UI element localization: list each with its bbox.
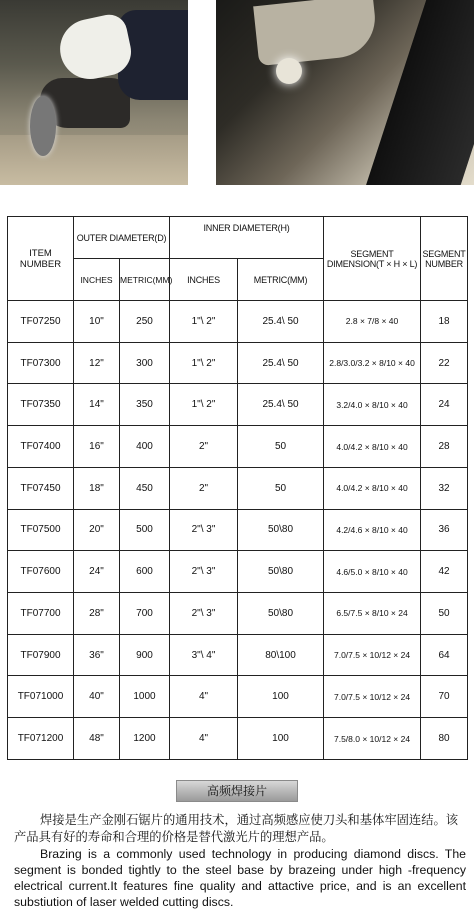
cutting-dust	[276, 58, 302, 84]
cell-item: TF07500	[8, 509, 74, 551]
cell-id-metric: 50\80	[238, 593, 324, 635]
cell-od-metric: 250	[120, 301, 170, 343]
cell-id-metric: 50	[238, 467, 324, 509]
cell-id-inches: 4"	[170, 718, 238, 760]
header-outer-inches: INCHES	[74, 259, 120, 301]
cell-od-inches: 20"	[74, 509, 120, 551]
header-segment-number: SEGMENT NUMBER	[421, 217, 468, 301]
saw-blade	[361, 0, 474, 185]
header-outer-diameter: OUTER DIAMETER(D)	[74, 217, 170, 259]
diamond-disc	[30, 96, 56, 156]
cell-id-metric: 100	[238, 676, 324, 718]
cell-od-inches: 12"	[74, 342, 120, 384]
cell-segment-number: 32	[421, 467, 468, 509]
chinese-description: 焊接是生产金刚石锯片的通用技术，通过高频感应使刀头和基体牢固连结。该产品具有好的寿命和合理的价格是替代激光片的理想产品。	[14, 813, 459, 844]
cell-od-metric: 600	[120, 551, 170, 593]
header-segment-dimension: SEGMENT DIMENSION(T × H × L)	[324, 217, 421, 301]
table-row	[8, 301, 468, 343]
cell-id-inches: 2"	[170, 467, 238, 509]
cell-id-metric: 80\100	[238, 634, 324, 676]
table-row	[8, 676, 468, 718]
cell-segment-number: 28	[421, 426, 468, 468]
cell-item: TF07700	[8, 593, 74, 635]
cell-od-inches: 40"	[74, 676, 120, 718]
header-inner-metric: METRIC(MM)	[238, 259, 324, 301]
cell-id-metric: 25.4\ 50	[238, 301, 324, 343]
cell-od-inches: 36"	[74, 634, 120, 676]
cell-id-metric: 25.4\ 50	[238, 384, 324, 426]
cell-id-metric: 25.4\ 50	[238, 342, 324, 384]
cell-od-inches: 14"	[74, 384, 120, 426]
cell-segment-number: 18	[421, 301, 468, 343]
table-row	[8, 342, 468, 384]
table-row	[8, 593, 468, 635]
cell-segment-dimension: 7.5/8.0 × 10/12 × 24	[324, 718, 421, 760]
cell-id-metric: 50\80	[238, 509, 324, 551]
cell-od-metric: 300	[120, 342, 170, 384]
header-inner-diameter: INNER DIAMETER(H)	[170, 217, 324, 259]
cell-segment-dimension: 4.6/5.0 × 8/10 × 40	[324, 551, 421, 593]
cell-od-inches: 10"	[74, 301, 120, 343]
cell-segment-dimension: 4.0/4.2 × 8/10 × 40	[324, 426, 421, 468]
cell-od-metric: 500	[120, 509, 170, 551]
cell-segment-dimension: 6.5/7.5 × 8/10 × 24	[324, 593, 421, 635]
table-row	[8, 426, 468, 468]
cell-segment-dimension: 2.8 × 7/8 × 40	[324, 301, 421, 343]
cell-od-inches: 16"	[74, 426, 120, 468]
cell-id-inches: 2"\ 3"	[170, 593, 238, 635]
workbench-surface	[0, 135, 188, 185]
table-row	[8, 551, 468, 593]
table-row	[8, 718, 468, 760]
cell-id-inches: 2"\ 3"	[170, 509, 238, 551]
cell-id-metric: 100	[238, 718, 324, 760]
cell-od-inches: 24"	[74, 551, 120, 593]
cell-id-metric: 50	[238, 426, 324, 468]
cell-segment-number: 70	[421, 676, 468, 718]
stone-surface	[253, 0, 379, 66]
table-row	[8, 384, 468, 426]
table-row	[8, 467, 468, 509]
cell-segment-number: 22	[421, 342, 468, 384]
grinder-cutting-photo	[0, 0, 188, 185]
cell-item: TF07300	[8, 342, 74, 384]
cell-segment-number: 24	[421, 384, 468, 426]
cell-segment-number: 64	[421, 634, 468, 676]
cell-id-metric: 50\80	[238, 551, 324, 593]
cell-od-metric: 450	[120, 467, 170, 509]
cell-od-inches: 18"	[74, 467, 120, 509]
cell-item: TF07900	[8, 634, 74, 676]
cell-od-metric: 400	[120, 426, 170, 468]
cell-id-inches: 2"	[170, 426, 238, 468]
header-item-number: ITEM NUMBER	[8, 217, 74, 301]
cell-segment-dimension: 3.2/4.0 × 8/10 × 40	[324, 384, 421, 426]
cell-segment-dimension: 7.0/7.5 × 10/12 × 24	[324, 634, 421, 676]
cell-segment-number: 80	[421, 718, 468, 760]
blade-cutting-stone-photo	[216, 0, 474, 185]
cell-id-inches: 3"\ 4"	[170, 634, 238, 676]
cell-od-inches: 28"	[74, 593, 120, 635]
english-description: Brazing is a commonly used technology in producing diamond discs. The segment is bonded tightly to the steel base by brazeing under high -frequency electrical current.It features fine quality and attactive price, and is an excellent substiution of laser welded cutting discs.	[14, 847, 466, 909]
cell-od-metric: 350	[120, 384, 170, 426]
table-row	[8, 634, 468, 676]
cell-id-inches: 1"\ 2"	[170, 301, 238, 343]
cell-item: TF07350	[8, 384, 74, 426]
cell-id-inches: 1"\ 2"	[170, 384, 238, 426]
header-inner-inches: INCHES	[170, 259, 238, 301]
cell-segment-dimension: 7.0/7.5 × 10/12 × 24	[324, 676, 421, 718]
cell-od-metric: 1000	[120, 676, 170, 718]
cell-item: TF071000	[8, 676, 74, 718]
cell-od-metric: 1200	[120, 718, 170, 760]
cell-item: TF07600	[8, 551, 74, 593]
cell-segment-number: 50	[421, 593, 468, 635]
cell-segment-number: 42	[421, 551, 468, 593]
cell-od-inches: 48"	[74, 718, 120, 760]
cell-item: TF07450	[8, 467, 74, 509]
cell-item: TF07250	[8, 301, 74, 343]
cell-id-inches: 2"\ 3"	[170, 551, 238, 593]
cell-id-inches: 1"\ 2"	[170, 342, 238, 384]
cell-od-metric: 900	[120, 634, 170, 676]
cell-segment-number: 36	[421, 509, 468, 551]
cell-segment-dimension: 4.0/4.2 × 8/10 × 40	[324, 467, 421, 509]
cell-od-metric: 700	[120, 593, 170, 635]
cell-item: TF07400	[8, 426, 74, 468]
cell-segment-dimension: 2.8/3.0/3.2 × 8/10 × 40	[324, 342, 421, 384]
cell-item: TF071200	[8, 718, 74, 760]
specification-table	[7, 216, 468, 760]
cell-id-inches: 4"	[170, 676, 238, 718]
cell-segment-dimension: 4.2/4.6 × 8/10 × 40	[324, 509, 421, 551]
header-outer-metric: METRIC(MM)	[120, 259, 170, 301]
table-row	[8, 509, 468, 551]
section-title-bar: 高频焊接片	[176, 780, 298, 802]
